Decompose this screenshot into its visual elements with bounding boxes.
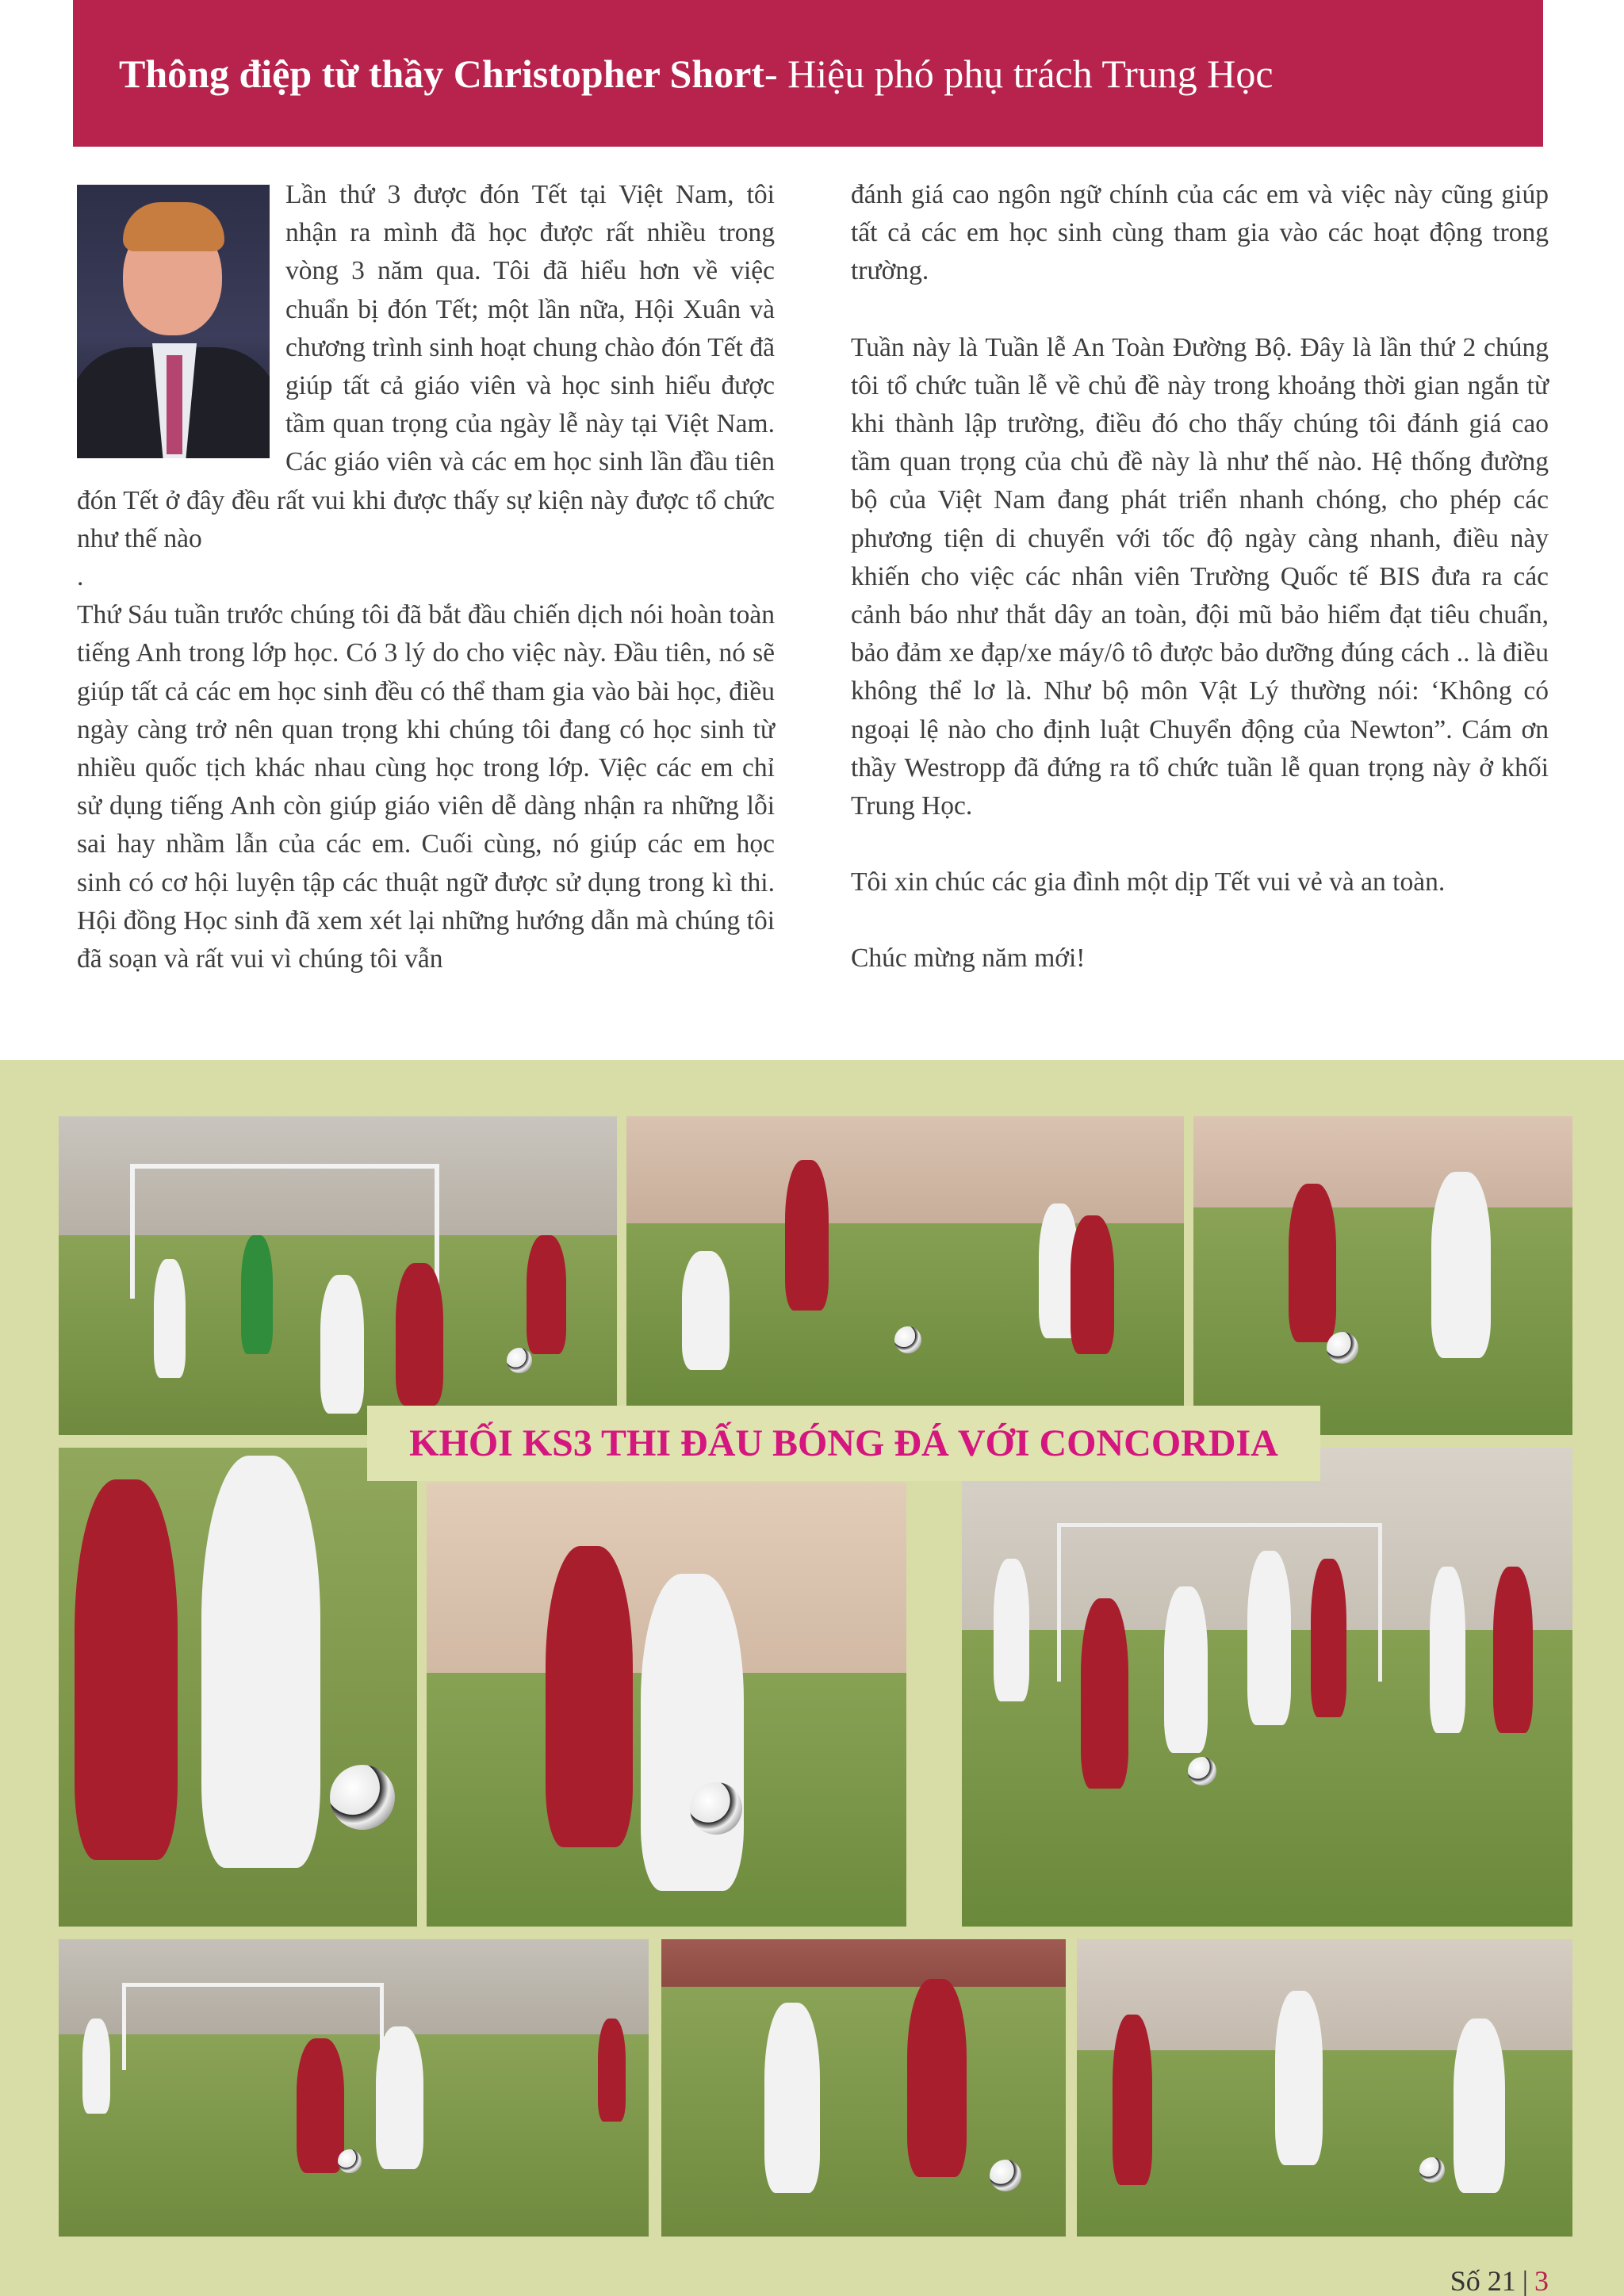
paragraph: đánh giá cao ngôn ngữ chính của các em và việc này cũng giúp tất cả các em học sinh cùng tham gia vào các hoạt động trong trường. xyxy=(851,180,1549,286)
football-photo xyxy=(962,1448,1572,1927)
football-photo xyxy=(59,1939,649,2237)
football-photo xyxy=(1193,1116,1572,1435)
article-column-right xyxy=(851,176,1549,1016)
football-photo xyxy=(59,1448,417,1927)
article-title-bold: Thông điệp từ thầy Christopher Short xyxy=(119,51,764,96)
footer-separator: | xyxy=(1522,2265,1528,2296)
football-photo xyxy=(626,1116,1184,1406)
issue-number: Số 21 xyxy=(1450,2265,1516,2296)
page-number: 3 xyxy=(1534,2265,1549,2296)
paragraph: Thứ Sáu tuần trước chúng tôi đã bắt đầu chiến dịch nói hoàn toàn tiếng Anh trong lớp học. Có 3 lý do cho việc này. Đầu tiên, nó sẽ giúp tất cả các em học sinh đều có thể tham gia vào bài học, điều ngày càng trở nên quan trọng khi chúng tôi đang có học sinh từ nhiều quốc tịch khác nhau cùng học trong lớp. Việc các em chỉ sử dụng tiếng Anh còn giúp giáo viên dễ dàng nhận ra những lỗi sai hay nhầm lẫn của các em. Cuối cùng, nó giúp các em học sinh có cơ hội luyện tập các thuật ngữ được sử dụng trong kì thi. Hội đồng Học sinh đã xem xét lại những hướng dẫn mà chúng tôi đã soạn và rất vui vì chúng tôi vẫn xyxy=(77,600,775,974)
football-photo xyxy=(427,1483,906,1927)
article-body xyxy=(77,176,1552,985)
football-photo xyxy=(59,1116,617,1435)
gallery-title: KHỐI KS3 THI ĐẤU BÓNG ĐÁ VỚI CONCORDIA xyxy=(367,1406,1320,1481)
author-portrait-photo xyxy=(77,185,270,458)
paragraph: . xyxy=(77,562,84,592)
paragraph: Tôi xin chúc các gia đình một dịp Tết vui vẻ và an toàn. xyxy=(851,867,1446,897)
paragraph: Lần thứ 3 được đón Tết tại Việt Nam, tôi nhận ra mình đã học được rất nhiều trong vòng 3 năm qua. Tôi đã hiểu hơn về việc chuẩn bị đón Tết; một lần nữa, Hội Xuân và chương trình sinh hoạt chung chào đón Tết đã giúp tất cả giáo viên và học sinh hiểu được tầm quan trọng của ngày lễ này tại Việt Nam. Các giáo viên và các em học sinh lần đầu tiên đón Tết ở đây đều rất vui khi được thấy sự kiện này được tổ chức như thế nào xyxy=(77,180,775,553)
football-photo xyxy=(1077,1939,1572,2237)
football-photo xyxy=(661,1939,1066,2237)
article-title-banner xyxy=(73,0,1543,147)
paragraph: Chúc mừng năm mới! xyxy=(851,943,1086,974)
page-footer xyxy=(1450,2264,1549,2296)
paragraph: Tuần này là Tuần lễ An Toàn Đường Bộ. Đây là lần thứ 2 chúng tôi tổ chức tuần lễ về chủ đề này trong khoảng thời gian ngắn từ khi thành lập trường, điều đó cho thấy chúng tôi đánh giá cao tầm quan trọng của chủ đề này là như thế nào. Hệ thống đường bộ của Việt Nam đang phát triển nhanh chóng, cho phép các phương tiện di chuyển với tốc độ ngày càng nhanh, điều này khiến cho việc các nhân viên Trường Quốc tế BIS đưa ra các cảnh báo như thắt dây an toàn, đội mũ bảo hiểm đạt tiêu chuẩn, bảo đảm xe đạp/xe máy/ô tô được bảo dưỡng đúng cách .. là điều không thể lơ là. Như bộ môn Vật Lý thường nói: ‘Không có ngoại lệ nào cho định luật Chuyển động của Newton”. Cám ơn thầy Westropp đã đứng ra tổ chức tuần lễ quan trọng này ở khối Trung Học. xyxy=(851,332,1549,821)
article-title-subtitle: - Hiệu phó phụ trách Trung Học xyxy=(764,51,1274,96)
